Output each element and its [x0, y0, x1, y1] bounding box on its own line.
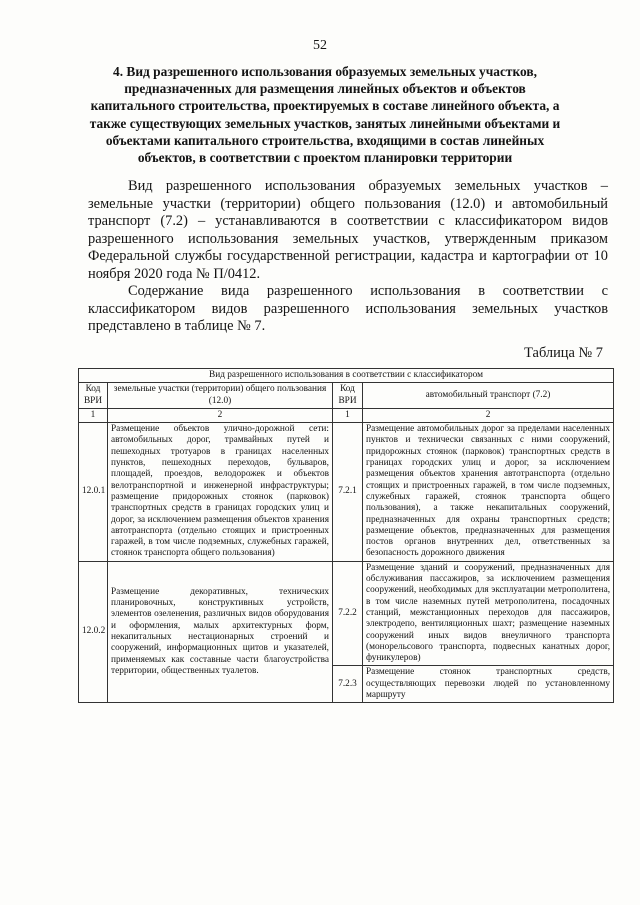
- row-description-right: Размещение зданий и сооружений, предназначенных для обслуживания пассажиров, за исключением размещения сооружений, необходимых для эксплуатации метрополитена, в том числе наземных путей метрополитена, посадочных станций, межстанционных переходов для пассажиров, электродепо, вентиляционных шахт; размещение наземных сооружений иных видов внеуличного транспорта (монорельсового транспорта, подвесных канатных дорог, фуникулеров): [363, 561, 614, 666]
- row-code-right: 7.2.3: [333, 666, 363, 703]
- page-number: 52: [313, 38, 327, 53]
- paragraph-2: Содержание вида разрешенного использования в соответствии с классификатором видов разрешенного использования земельных участков представлено в таблице № 7.: [88, 283, 608, 335]
- header-auto-transport: автомобильный транспорт (7.2): [363, 383, 614, 409]
- column-number: 1: [79, 408, 108, 422]
- header-code-left: Код ВРИ: [79, 383, 108, 409]
- row-code-left: 12.0.2: [79, 561, 108, 703]
- section-heading: 4. Вид разрешенного использования образуемых земельных участков, предназначенных для размещения линейных объектов и объектов капитального строительства, проектируемых в составе линейного объекта, а также существующих земельных участков, занятых линейными объектами и объектами капитального строительства, входящими в состав линейных объектов, в соответствии с проектом планировки территории: [89, 64, 561, 166]
- row-description-right: Размещение стоянок транспортных средств, осуществляющих перевозки людей по установленному маршруту: [363, 666, 614, 703]
- header-land-plots: земельные участки (территории) общего пользования (12.0): [108, 383, 333, 409]
- column-number: 1: [333, 408, 363, 422]
- header-code-right: Код ВРИ: [333, 383, 363, 409]
- table-super-header: Вид разрешенного использования в соответствии с классификатором: [79, 369, 614, 383]
- row-description-left: Размещение декоративных, технических планировочных, конструктивных устройств, элементов озеленения, различных видов оборудования и оформления, малых архитектурных форм, некапитальных нестационарных строений и сооружений, информационных щитов и указателей, применяемых как составные части благоустройства территории, общественных туалетов.: [108, 561, 333, 703]
- column-number: 2: [108, 408, 333, 422]
- row-description-right: Размещение автомобильных дорог за пределами населенных пунктов и технически связанных с ними сооружений, придорожных стоянок (парковок) транспортных средств в границах городских улиц и дорог, за исключением размещения объектов хранения автотранспорта (отдельно стоящих и пристроенных гаражей, в том числе подземных, служебных гаражей, стоянок транспорта общего пользования), а также некапитальных сооружений, предназначенных для охраны транспортных средств; размещение объектов, предназначенных для размещения постов органов внутренних дел, ответственных за безопасность дорожного движения: [363, 423, 614, 562]
- row-code-right: 7.2.2: [333, 561, 363, 666]
- row-description-left: Размещение объектов улично-дорожной сети: автомобильных дорог, трамвайных путей и пешеходных тротуаров в границах населенных пунктов, пешеходных переходов, бульваров, площадей, проездов, велодорожек и объектов велотранспортной и инженерной инфраструктуры; размещение придорожных стоянок (парковок) транспортных средств в границах городских улиц и дорог, за исключением размещения объектов хранения автотранспорта (отдельно стоящих и пристроенных гаражей, в том числе подземных, служебных гаражей, стоянок транспорта общего пользования): [108, 423, 333, 562]
- table-row: [79, 561, 614, 666]
- row-code-right: 7.2.1: [333, 423, 363, 562]
- row-code-left: 12.0.1: [79, 423, 108, 562]
- table-caption: Таблица № 7: [524, 345, 603, 361]
- vri-table: [78, 368, 614, 703]
- column-number: 2: [363, 408, 614, 422]
- paragraph-1: Вид разрешенного использования образуемых земельных участков – земельные участки (территории) общего пользования (12.0) и автомобильный транспорт (7.2) – устанавливаются в соответствии с классификатором видов разрешенного использования земельных участков, утвержденным приказом Федеральной службы государственной регистрации, кадастра и картографии от 10 ноября 2020 года № П/0412.: [88, 178, 608, 282]
- table-row: [79, 423, 614, 562]
